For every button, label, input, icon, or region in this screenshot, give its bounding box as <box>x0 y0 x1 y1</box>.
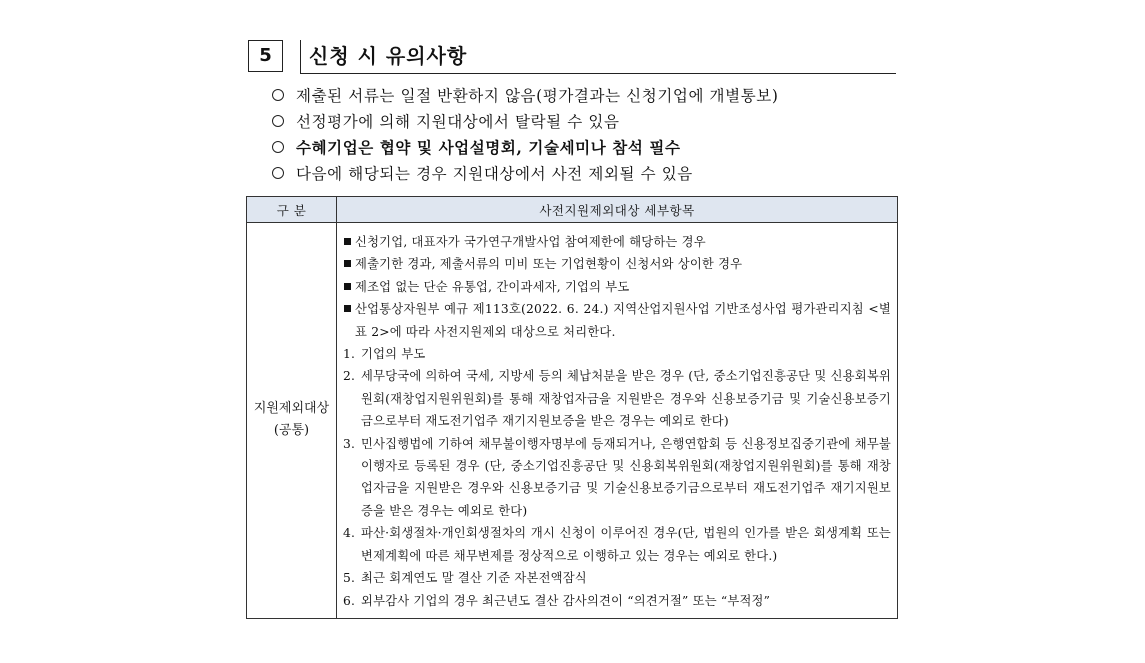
numbered-item <box>343 433 891 523</box>
square-bullet-icon <box>344 260 351 267</box>
numbered-item-text: 민사집행법에 기하여 채무불이행자명부에 등재되거나, 은행연합회 등 신용정보집중기관에 채무불이행자로 등록된 경우 (단, 중소기업진흥공단 및 신용회복위원회(재창업지원위원회)를 통해 재창업자금을 지원받은 경우와 신용보증기금 및 기술신용보증기금으로부터 재도전기업주 재기지원보증을 받은 경우는 예외로 한다) <box>361 436 891 518</box>
square-item <box>343 253 891 275</box>
notice-bullet <box>272 108 912 134</box>
header-category: 구 분 <box>247 197 337 223</box>
exclusion-table <box>246 196 898 619</box>
item-number: 2. <box>343 369 356 384</box>
table-header-row <box>247 197 898 223</box>
item-number: 4. <box>343 526 356 541</box>
item-number: 3. <box>343 436 356 451</box>
category-line1: 지원제외대상 <box>253 401 330 417</box>
numbered-item-text: 기업의 부도 <box>361 347 426 362</box>
item-number: 6. <box>343 593 356 608</box>
square-item-text: 신청기업, 대표자가 국가연구개발사업 참여제한에 해당하는 경우 <box>355 235 706 249</box>
section-title-box <box>300 40 896 74</box>
numbered-item <box>343 522 891 567</box>
square-bullet-icon <box>344 238 351 245</box>
category-cell <box>247 223 337 619</box>
square-bullet-icon <box>344 283 351 290</box>
circle-bullet-icon <box>272 167 284 179</box>
notice-bullet-bold <box>272 134 912 160</box>
header-details: 사전지원제외대상 세부항목 <box>337 197 898 223</box>
section-number: 5 <box>248 40 283 72</box>
circle-bullet-icon <box>272 89 284 101</box>
notice-bullet <box>272 160 912 186</box>
notice-bullet-list <box>272 82 912 186</box>
section-title: 신청 시 유의사항 <box>309 44 468 68</box>
item-number: 1. <box>343 347 356 362</box>
notice-bullet-text: 다음에 해당되는 경우 지원대상에서 사전 제외될 수 있음 <box>296 165 693 183</box>
square-item-text: 제조업 없는 단순 유통업, 간이과세자, 기업의 부도 <box>355 279 630 294</box>
notice-bullet <box>272 82 912 108</box>
numbered-item-text: 파산·회생절차·개인회생절차의 개시 신청이 이루어진 경우(단, 법원의 인가를 받은 회생계획 또는 변제계획에 따른 채무변제를 정상적으로 이행하고 있는 경우는 예외로 한다.) <box>361 526 891 563</box>
numbered-item-text: 최근 회계연도 말 결산 기준 자본전액잠식 <box>361 571 587 586</box>
table-row <box>247 223 898 619</box>
item-number: 5. <box>343 571 356 586</box>
numbered-item-text: 외부감사 기업의 경우 최근년도 결산 감사의견이 “의견거절” 또는 “부적정” <box>361 593 771 608</box>
square-item <box>343 276 891 298</box>
category-line2: (공통) <box>273 423 310 439</box>
notice-bullet-text: 선정평가에 의해 지원대상에서 탈락될 수 있음 <box>296 113 620 131</box>
square-item <box>343 298 891 343</box>
square-item-text: 제출기한 경과, 제출서류의 미비 또는 기업현황이 신청서와 상이한 경우 <box>355 257 743 272</box>
details-cell <box>337 223 898 619</box>
notice-bullet-text: 제출된 서류는 일절 반환하지 않음(평가결과는 신청기업에 개별통보) <box>296 87 779 105</box>
numbered-item <box>343 590 891 612</box>
numbered-item <box>343 365 891 432</box>
numbered-item <box>343 343 891 365</box>
numbered-item-text: 세무당국에 의하여 국세, 지방세 등의 체납처분을 받은 경우 (단, 중소기업진흥공단 및 신용회복위원회(재창업지원위원회)를 통해 재창업자금을 지원받은 경우와 신용보증기금 및 기술신용보증기금으로부터 재도전기업주 재기지원보증을 받은 경우는 예외로 한다) <box>361 369 891 429</box>
circle-bullet-icon <box>272 141 284 153</box>
square-item-text: 산업통상자원부 예규 제113호(2022. 6. 24.) 지역산업지원사업 기반조성사업 평가관리지침 <별표 2>에 따라 사전지원제외 대상으로 처리한다. <box>355 302 891 339</box>
square-bullet-icon <box>344 305 351 312</box>
square-item <box>343 231 891 253</box>
circle-bullet-icon <box>272 115 284 127</box>
notice-bullet-text: 수혜기업은 협약 및 사업설명회, 기술세미나 참석 필수 <box>296 138 681 157</box>
numbered-item <box>343 567 891 589</box>
